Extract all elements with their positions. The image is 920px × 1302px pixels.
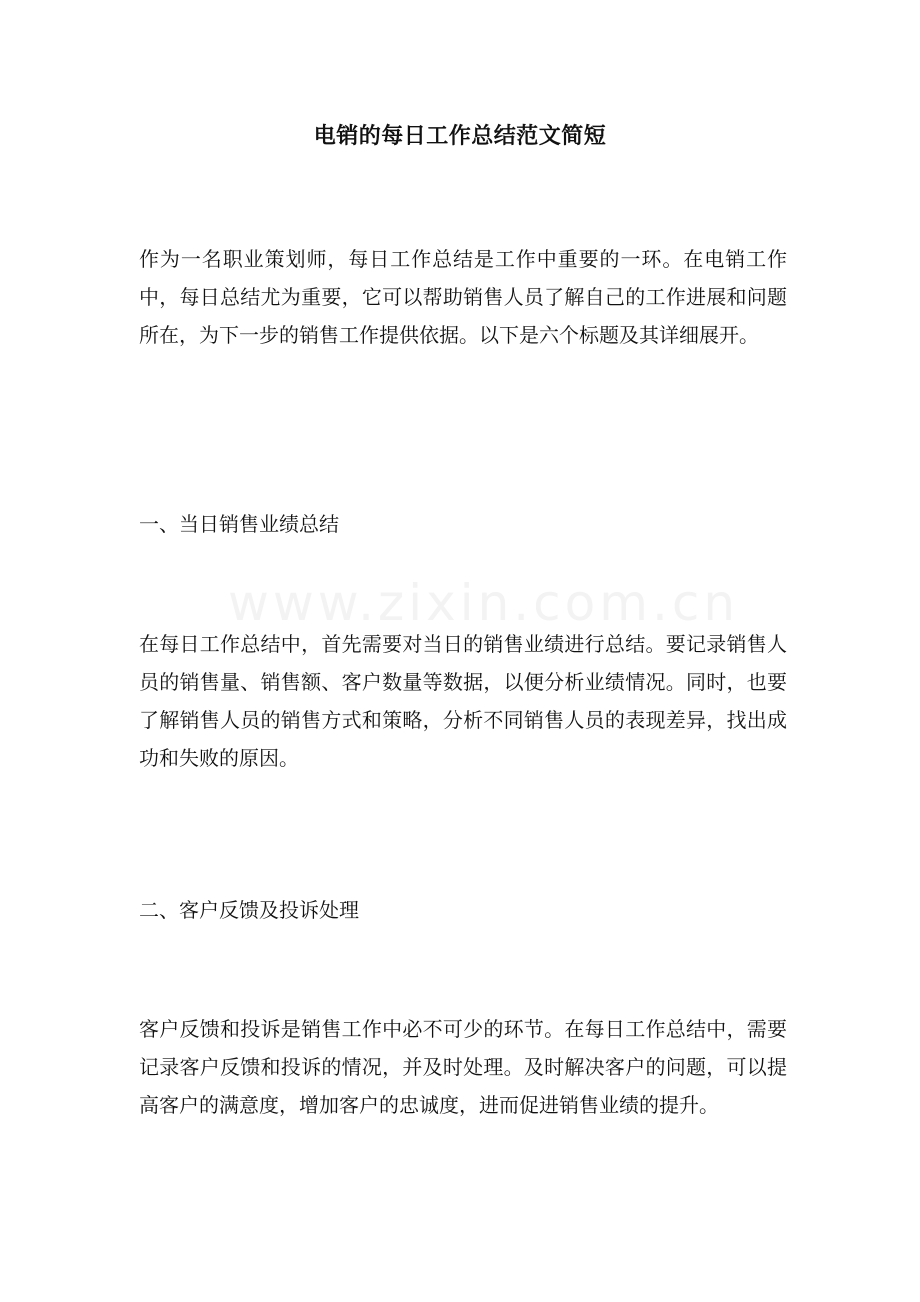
section-2-heading: 二、客户反馈及投诉处理 bbox=[139, 898, 359, 922]
section-1-body: 在每日工作总结中，首先需要对当日的销售业绩进行总结。要记录销售人员的销售量、销售额、客户数量等数据，以便分析业绩情况。同时，也要了解销售人员的销售方式和策略，分析不同销售人员的表现差异，找出成功和失败的原因。 bbox=[139, 632, 787, 770]
document-title: 电销的每日工作总结范文简短 bbox=[313, 123, 607, 149]
intro-paragraph: 作为一名职业策划师，每日工作总结是工作中重要的一环。在电销工作中，每日总结尤为重要，它可以帮助销售人员了解自己的工作进展和问题所在，为下一步的销售工作提供依据。以下是六个标题及其详细展开。 bbox=[139, 247, 787, 347]
section-1-heading: 一、当日销售业绩总结 bbox=[139, 512, 339, 536]
watermark: www.zixin.com.cn bbox=[228, 574, 740, 632]
section-2-body: 客户反馈和投诉是销售工作中必不可少的环节。在每日工作总结中，需要记录客户反馈和投诉的情况，并及时处理。及时解决客户的问题，可以提高客户的满意度，增加客户的忠诚度，进而促进销售业绩的提升。 bbox=[139, 1017, 787, 1117]
